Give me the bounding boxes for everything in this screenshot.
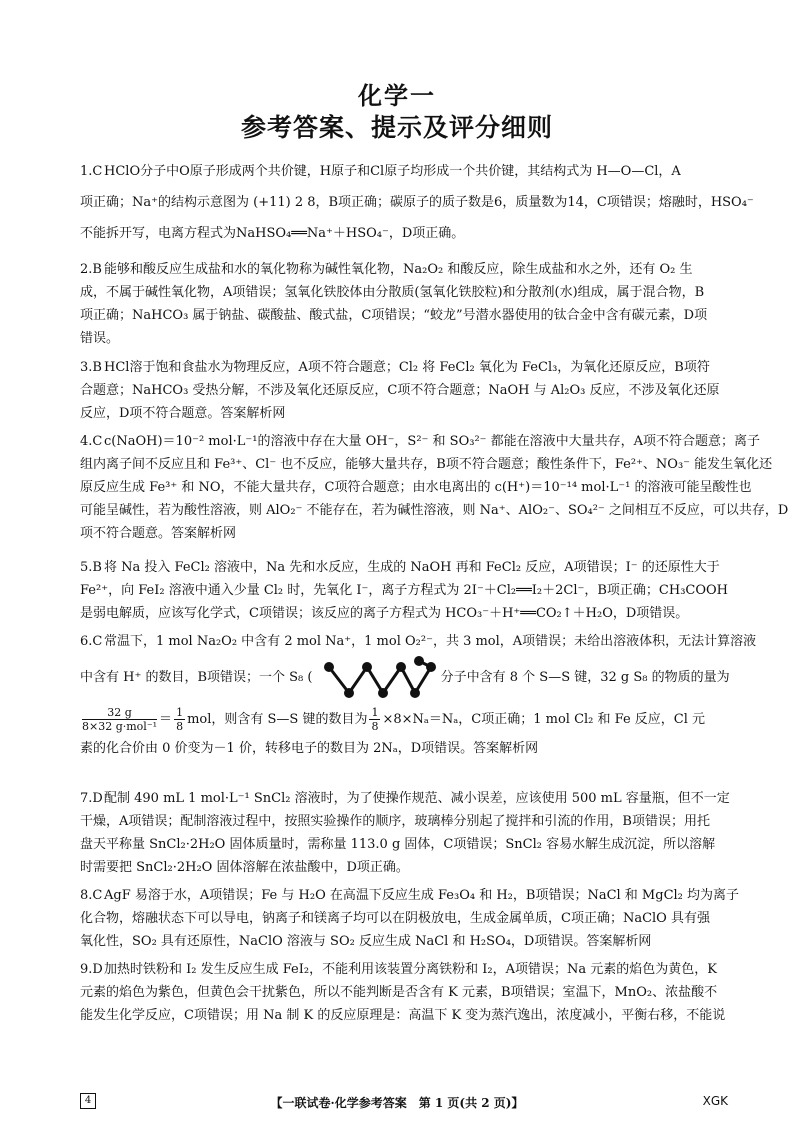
answer-line: 可能呈碱性，若为酸性溶液，则 AlO₂⁻ 不能存在，若为碱性溶液，则 Na⁺、AlO₂⁻、SO₄²⁻ 之间相互不反应，可以共存，D	[80, 503, 789, 518]
answer-line: 氧化性，SO₂ 具有还原性，NaClO 溶液与 SO₂ 反应生成 NaCl 和 H₂SO₄，D项错误。答案解析网	[80, 934, 652, 949]
answer-1	[80, 160, 754, 245]
fraction: $\frac{32 g}{\text{8×32 g·mol⁻¹}}$	[82, 706, 158, 733]
footer-title: 【一联试卷·化学参考答案 第 1 页(共 2 页)】	[270, 1096, 524, 1110]
answer-line: 组内离子间不反应且和 Fe³⁺、Cl⁻ 也不反应，能够大量共存，B项不符合题意；酸性条件下，Fe²⁺、NO₃⁻ 能发生氧化还	[80, 457, 773, 472]
footer-code: XGK	[702, 1094, 728, 1108]
answer-line: 化合物，熔融状态下可以导电，钠离子和镁离子均可以在阴极放电，生成金属单质，C项正确；NaClO 具有强	[80, 911, 710, 926]
answer-line: 项正确；Na⁺的结构示意图为 (+11) 2 8，B项正确；碳原子的质子数是6，质量数为14，C项错误；熔融时，HSO₄⁻	[80, 195, 754, 210]
answer-number: 9.D	[80, 962, 103, 977]
answer-number: 3.B	[80, 360, 102, 375]
answer-line: 反应，D项不符合题意。答案解析网	[80, 406, 286, 421]
fraction: $\frac{1}{8}$	[371, 706, 379, 733]
answer-line: 不能拆开写，电离方程式为NaHSO₄══Na⁺＋HSO₄⁻，D项正确。	[80, 226, 465, 241]
answer-number: 8.C	[80, 888, 103, 903]
answer-9	[80, 958, 730, 1027]
page-footer	[0, 1092, 794, 1112]
answer-line: c(NaOH)＝10⁻² mol·L⁻¹的溶液中存在大量 OH⁻，S²⁻ 和 SO₃²⁻ 都能在溶液中大量共存，A项不符合题意；离子	[104, 434, 761, 449]
answer-line: 元素的焰色为紫色，但黄色会干扰紫色，所以不能判断是否含有 K 元素，B项错误；室温下，MnO₂、浓盐酸不	[80, 985, 718, 1000]
answer-line: 将 Na 投入 FeCl₂ 溶液中，Na 先和水反应，生成的 NaOH 再和 FeCl₂ 反应，A项错误；I⁻ 的还原性大于	[104, 560, 720, 575]
answer-8	[80, 884, 740, 953]
answer-line: 配制 490 mL 1 mol·L⁻¹ SnCl₂ 溶液时，为了使操作规范、减小误差，应该使用 500 mL 容量瓶，但不一定	[104, 791, 730, 806]
page-badge: 4	[80, 1093, 96, 1109]
answer-line: ×8×Nₐ＝Nₐ，C项正确；1 mol Cl₂ 和 Fe 反应，Cl 元	[382, 712, 706, 727]
answer-line: 项不符合题意。答案解析网	[80, 526, 237, 541]
answer-line: 常温下，1 mol Na₂O₂ 中含有 2 mol Na⁺，1 mol O₂²⁻，共 3 mol，A项错误；未给出溶液体积，无法计算溶液	[104, 634, 757, 649]
answer-line: 是弱电解质，应该写化学式，C项错误；该反应的离子方程式为 HCO₃⁻＋H⁺══CO₂↑＋H₂O，D项错误。	[80, 606, 689, 621]
answer-line: 时需要把 SnCl₂·2H₂O 固体溶解在浓盐酸中，D项正确。	[80, 860, 409, 875]
answer-4	[80, 430, 789, 545]
answer-line: mol，则含有 S—S 键的数目为	[187, 712, 368, 727]
answer-3	[80, 356, 730, 425]
answer-line: HClO分子中O原子形成两个共价键，H原子和Cl原子均形成一个共价键，其结构式为 H—O—Cl，A	[104, 164, 681, 179]
answer-line: 分子中含有 8 个 S—S 键，32 g S₈ 的物质的量为	[440, 670, 730, 685]
answer-line: 素的化合价由 0 价变为－1 价，转移电子的数目为 2Nₐ，D项错误。答案解析网	[80, 741, 539, 756]
answer-number: 6.C	[80, 634, 103, 649]
answer-7	[80, 787, 730, 879]
s8-ring-structure-icon	[319, 655, 439, 701]
answer-line: 原反应生成 Fe³⁺ 和 NO，不能大量共存，C项符合题意；由水电离出的 c(H⁺)＝10⁻¹⁴ mol·L⁻¹ 的溶液可能呈酸性也	[80, 480, 752, 495]
doc-title: 化学一	[358, 82, 436, 110]
fraction: $\frac{1}{8}$	[176, 706, 184, 733]
answer-6: 6.C 常温下，1 mol Na₂O₂ 中含有 2 mol Na⁺，1 mol O₂²⁻，共 3 mol，A项错误；未给出溶液体积，无法计算溶液 中含有 H⁺ 的数目，B项错误；一个 S₈ ( 分子中含有 8 个 S—S 键，32 g S₈ 的物质的量为 $\frac{32 g}{\text{8×32 g·mol⁻¹}}$ ＝ $\frac{1}{8}$ mol，则含有 S—S 键的数目为 $\frac{1}{8}$ ×8×Nₐ＝Nₐ，C项正确；1 mol Cl₂ 和 Fe 反应，Cl 元 素的化合价由 0 价变为－1 价，转移电子的数目为 2Nₐ，D项错误。答案解析网	[80, 630, 730, 760]
answer-5	[80, 556, 730, 625]
answer-2	[80, 258, 730, 350]
answer-line: AgF 易溶于水，A项错误；Fe 与 H₂O 在高温下反应生成 Fe₃O₄ 和 H₂，B项错误；NaCl 和 MgCl₂ 均为离子	[104, 888, 740, 903]
doc-subtitle: 参考答案、提示及评分细则	[240, 113, 553, 142]
answer-line: 能发生化学反应，C项错误；用 Na 制 K 的反应原理是：高温下 K 变为蒸汽逸出，浓度减小，平衡右移，不能说	[80, 1008, 726, 1023]
answer-number: 5.B	[80, 560, 102, 575]
answer-number: 2.B	[80, 262, 102, 277]
answer-number: 7.D	[80, 791, 103, 806]
answer-line: 能够和酸反应生成盐和水的氧化物称为碱性氧化物，Na₂O₂ 和酸反应，除生成盐和水之外，还有 O₂ 生	[104, 262, 693, 277]
answer-number: 1.C	[80, 164, 103, 179]
answer-line: 项正确；NaHCO₃ 属于钠盐、碳酸盐、酸式盐，C项错误；“蛟龙”号潜水器使用的钛合金中含有碳元素，D项	[80, 308, 708, 323]
answer-line: 加热时铁粉和 I₂ 发生反应生成 FeI₂，不能利用该装置分离铁粉和 I₂，A项错误；Na 元素的焰色为黄色，K	[104, 962, 717, 977]
answer-number: 4.C	[80, 434, 103, 449]
answer-line: 错误。	[80, 331, 120, 346]
answer-line: 干燥，A项错误；配制溶液过程中，按照实验操作的顺序，玻璃棒分别起了搅拌和引流的作用，B项错误；用托	[80, 814, 710, 829]
answer-line: 盘天平称量 SnCl₂·2H₂O 固体质量时，需称量 113.0 g 固体，C项错误；SnCl₂ 容易水解生成沉淀，所以溶解	[80, 837, 716, 852]
answer-line: 中含有 H⁺ 的数目，B项错误；一个 S₈ (	[80, 670, 313, 685]
answer-line: 合题意；NaHCO₃ 受热分解，不涉及氧化还原反应，C项不符合题意；NaOH 与 Al₂O₃ 反应，不涉及氧化还原	[80, 383, 720, 398]
answer-line: Fe²⁺，向 FeI₂ 溶液中通入少量 Cl₂ 时，先氧化 I⁻，离子方程式为 2I⁻＋Cl₂══I₂＋2Cl⁻，B项正确；CH₃COOH	[80, 583, 729, 598]
answer-line: 成，不属于碱性氧化物，A项错误；氢氧化铁胶体由分散质(氢氧化铁胶粒)和分散剂(水)组成，属于混合物，B	[80, 285, 705, 300]
answer-line: HCl溶于饱和食盐水为物理反应，A项不符合题意；Cl₂ 将 FeCl₂ 氧化为 FeCl₃，为氧化还原反应，B项符	[104, 360, 710, 375]
